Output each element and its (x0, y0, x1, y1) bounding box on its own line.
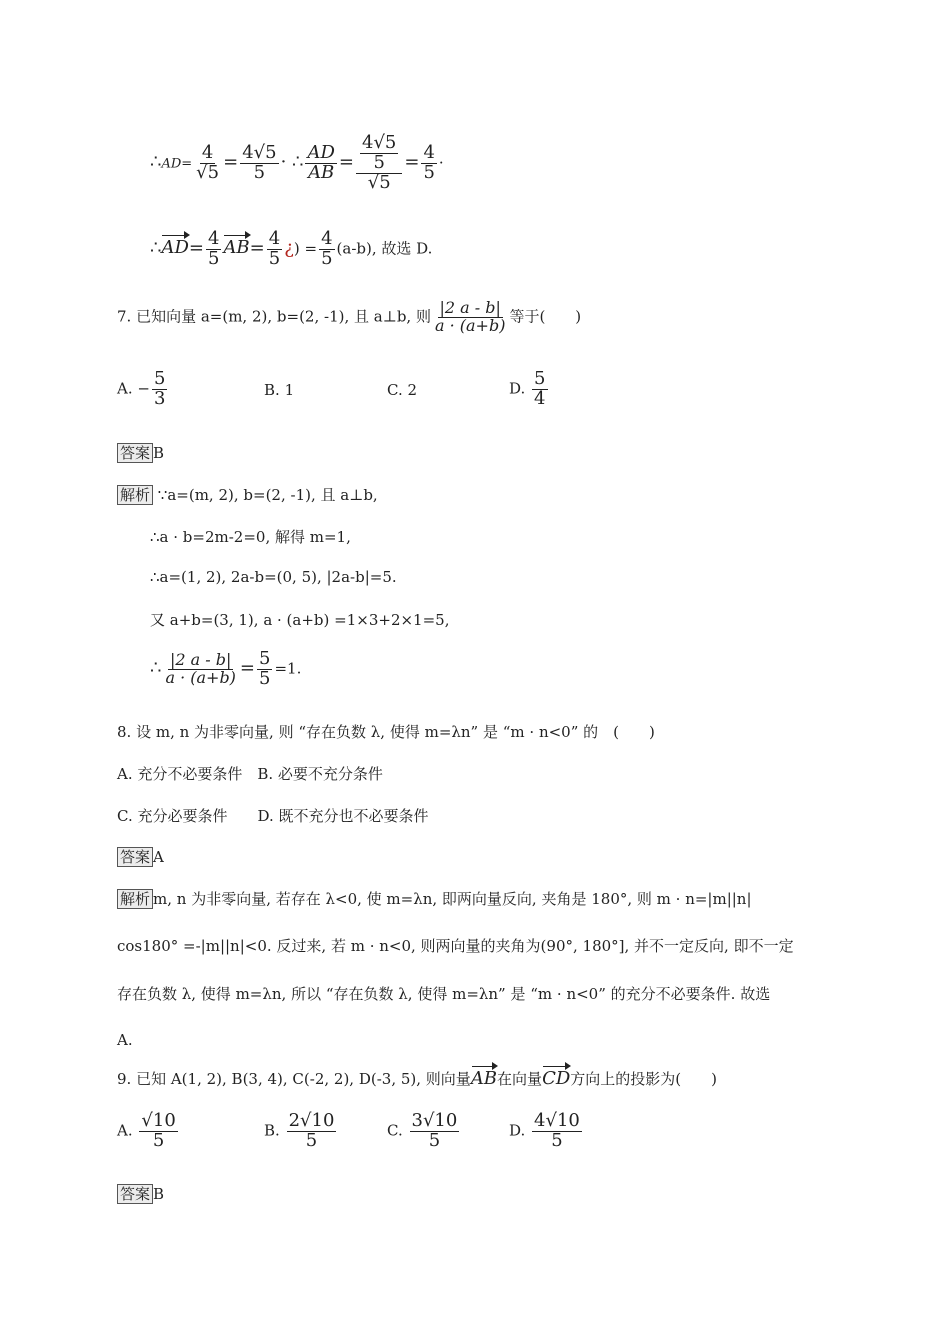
q8-answer (117, 846, 164, 867)
tail: (a-b), 故选 D. (336, 239, 433, 258)
options-text: A. 充分不必要条件 B. 必要不充分条件 (117, 765, 383, 783)
stem-text-tail: 等于( ) (509, 307, 582, 326)
q9-option-d[interactable] (509, 1112, 584, 1151)
denominator: 5 (152, 1129, 165, 1151)
analysis-text: ∴a · b=2m-2=0, 解得 m=1, (150, 528, 351, 546)
fraction (267, 230, 282, 269)
stem-text-tail: 方向上的投影为( ) (570, 1070, 717, 1088)
option-value: 2 (407, 381, 418, 399)
q9-option-b[interactable] (264, 1112, 338, 1151)
vector-ad: AD (161, 237, 189, 259)
fraction (319, 230, 334, 269)
denominator: 5 (373, 151, 385, 173)
q8-options-ab[interactable] (117, 763, 383, 784)
separator: · ∴ (280, 151, 304, 173)
denominator: AB (308, 161, 335, 183)
denominator: 3 (153, 387, 166, 409)
vector-ab: AB (470, 1068, 498, 1089)
numerator: 4√10 (534, 1110, 580, 1131)
q7-option-d[interactable] (509, 370, 550, 409)
denominator: 5 (305, 1129, 318, 1151)
fraction (257, 650, 272, 689)
answer-tag: 答案 (117, 1184, 153, 1204)
numerator: |2 a - b| (169, 650, 232, 670)
therefore-symbol: ∴ (150, 151, 162, 173)
option-label: A. (117, 379, 133, 398)
option-label: B. (264, 1121, 280, 1140)
fraction (194, 141, 221, 183)
fraction (152, 370, 167, 409)
question-9-stem (117, 1068, 717, 1089)
q8-analysis-line-4 (117, 1031, 133, 1049)
q7-analysis-line-4 (150, 609, 449, 630)
q7-option-a[interactable] (117, 370, 169, 409)
option-label: D. (509, 379, 526, 398)
stem-text: 7. 已知向量 a=(m, 2), b=(2, -1), 且 a⊥b, 则 (117, 307, 431, 326)
numerator: 5 (153, 368, 166, 389)
equals: = (249, 237, 265, 259)
equals: = (239, 657, 256, 679)
analysis-text: ∵a=(m, 2), b=(2, -1), 且 a⊥b, (157, 486, 378, 504)
fraction (240, 141, 278, 183)
q7-option-c[interactable] (387, 381, 417, 399)
fraction (532, 370, 547, 409)
question-7-stem (117, 300, 581, 335)
tail: · (438, 153, 444, 172)
therefore-symbol: ∴ (150, 657, 162, 679)
therefore-symbol: ∴ (150, 237, 162, 259)
numerator: 5 (259, 648, 271, 669)
numerator: 4 (201, 141, 214, 163)
denominator: 5 (207, 247, 220, 269)
q9-option-a[interactable] (117, 1112, 180, 1151)
fraction (287, 1112, 337, 1151)
result-text: =1. (274, 659, 302, 678)
numerator: 4 (207, 228, 220, 249)
q7-analysis-line-1 (117, 484, 378, 505)
numerator: √10 (141, 1110, 176, 1131)
stem-text: 9. 已知 A(1, 2), B(3, 4), C(-2, 2), D(-3, 5), 则向量 (117, 1070, 471, 1088)
option-value: 1 (284, 381, 295, 399)
fraction (163, 652, 237, 687)
numerator: AD (307, 141, 335, 163)
fraction (139, 1112, 177, 1151)
analysis-tag: 解析 (117, 485, 153, 505)
compound-fraction (356, 134, 402, 193)
stem-text-mid: 在向量 (497, 1070, 543, 1088)
denominator: a · (a+b) (434, 315, 506, 335)
numerator: 4√5 (362, 132, 397, 153)
analysis-text: 存在负数 λ, 使得 m=λn, 所以 “存在负数 λ, 使得 m=λn” 是 “m · n<0” 的充分不必要条件. 故选 (117, 985, 771, 1003)
options-text: C. 充分必要条件 D. 既不充分也不必要条件 (117, 807, 429, 825)
denominator: a · (a+b) (165, 667, 236, 687)
fraction (421, 141, 436, 183)
option-label: D. (509, 1121, 526, 1140)
answer-tag: 答案 (117, 443, 153, 463)
option-label: C. (387, 1121, 403, 1140)
vector-cd: CD (542, 1068, 571, 1089)
denominator: 5 (423, 161, 435, 183)
answer-value: A (153, 848, 164, 866)
fraction (433, 300, 507, 335)
q8-analysis-line-1 (117, 888, 752, 909)
solution-line-vector-ad (150, 230, 432, 269)
numerator: 4 (268, 228, 281, 249)
vector-ab: AB (223, 237, 250, 259)
q9-option-c[interactable] (387, 1112, 461, 1151)
numerator: 3√10 (411, 1110, 458, 1131)
q7-option-b[interactable] (264, 381, 294, 399)
stem-text: 8. 设 m, n 为非零向量, 则 “存在负数 λ, 使得 m=λn” 是 “m · n<0” 的 ( ) (117, 723, 655, 741)
denominator: 5 (259, 667, 271, 689)
solution-line-ad-ratio: ∴AD= $\frac{4}{√5}$ = $\frac{4√5}{5}$ · ∴ $\frac{AD}{AB}$ = $\frac{\frac{4√5}{5}}{√5}$ = $\frac{4}{5}$ · (150, 132, 444, 193)
denominator: 4 (534, 387, 546, 409)
minus-sign: − (137, 379, 150, 398)
option-label: C. (387, 381, 403, 399)
ad-label: AD= (161, 156, 193, 172)
numerator: 4√5 (242, 141, 277, 163)
fraction (410, 1112, 460, 1151)
q8-analysis-line-2 (117, 935, 794, 956)
answer-tag: 答案 (117, 847, 153, 867)
equals: = (188, 237, 204, 259)
denominator: 5 (551, 1129, 563, 1151)
fraction (305, 141, 336, 183)
q7-analysis-line-2 (150, 526, 351, 547)
q8-options-cd[interactable] (117, 805, 429, 826)
numerator: 2√10 (288, 1110, 335, 1131)
q7-analysis-line-3 (150, 568, 397, 586)
denominator: 5 (428, 1129, 441, 1151)
numerator: 5 (534, 368, 546, 389)
option-label: B. (264, 381, 280, 399)
q9-answer (117, 1183, 164, 1204)
analysis-text: cos180° =-|m||n|<0. 反过来, 若 m · n<0, 则两向量的夹角为(90°, 180°], 并不一定反向, 即不一定 (117, 937, 794, 955)
analysis-tag: 解析 (117, 889, 153, 909)
fraction (206, 230, 221, 269)
analysis-text: A. (117, 1031, 133, 1049)
denominator: 5 (321, 247, 333, 269)
broken-glyph: ¿ (284, 237, 294, 259)
option-label: A. (117, 1121, 133, 1140)
question-8-stem (117, 721, 655, 742)
q8-analysis-line-3 (117, 983, 770, 1004)
answer-value: B (153, 1185, 165, 1203)
analysis-text: m, n 为非零向量, 若存在 λ<0, 使 m=λn, 即两向量反向, 夹角是 180°, 则 m · n=|m||n| (153, 890, 752, 908)
analysis-text: 又 a+b=(3, 1), a · (a+b) =1×3+2×1=5, (150, 611, 450, 629)
numerator (356, 134, 402, 174)
numerator: 4 (321, 228, 333, 249)
denominator: √5 (196, 161, 220, 183)
q7-analysis-final (150, 650, 301, 689)
numerator: 4 (423, 141, 435, 163)
fraction (532, 1112, 582, 1151)
paren-close: ) = (293, 239, 318, 258)
denominator: 5 (253, 161, 266, 183)
denominator: √5 (367, 171, 391, 193)
analysis-text: ∴a=(1, 2), 2a-b=(0, 5), |2a-b|=5. (150, 568, 397, 586)
answer-value: B (153, 444, 165, 462)
numerator: |2 a - b| (439, 298, 501, 317)
inner-fraction (360, 134, 398, 173)
denominator: 5 (268, 247, 281, 269)
q7-answer (117, 442, 164, 463)
